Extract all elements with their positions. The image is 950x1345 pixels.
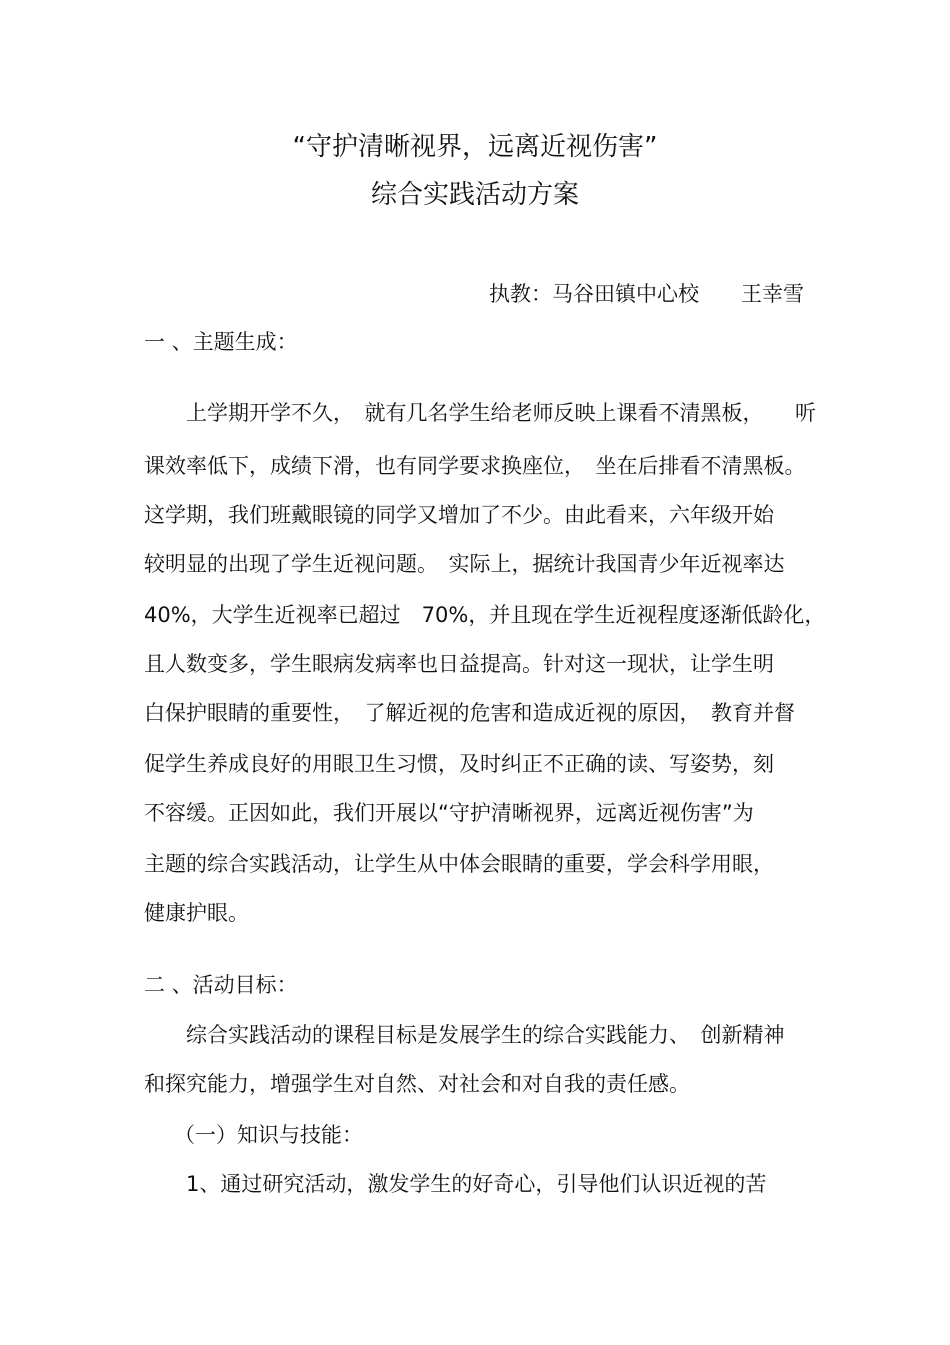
list-item: 1、通过研究活动，激发学生的好奇心，引导他们认识近视的苦 — [186, 1172, 767, 1196]
paragraph-line: 且人数变多，学生眼病发病率也日益提高。针对这一现状，让学生明 — [144, 652, 774, 676]
author-line: 执教：马谷田镇中心校 王幸雪 — [489, 282, 804, 306]
paragraph-line: 较明显的出现了学生近视问题。 实际上，据统计我国青少年近视率达 — [144, 552, 785, 576]
paragraph-line: 40%，大学生近视率已超过 70%，并且现在学生近视程度逐渐低龄化， — [144, 603, 826, 627]
document-title-line2: 综合实践活动方案 — [370, 180, 579, 210]
section1-heading: 一 、主题生成： — [144, 330, 298, 354]
paragraph-line: 白保护眼睛的重要性， 了解近视的危害和造成近视的原因， 教育并督 — [144, 701, 795, 725]
paragraph-line: 促学生养成良好的用眼卫生习惯，及时纠正不正确的读、写姿势，刻 — [144, 752, 774, 776]
subsection1-heading: （一）知识与技能： — [174, 1123, 363, 1147]
paragraph-line: 和探究能力，增强学生对自然、对社会和对自我的责任感。 — [144, 1072, 690, 1096]
paragraph-line: 这学期，我们班戴眼镜的同学又增加了不少。由此看来，六年级开始 — [144, 503, 774, 527]
paragraph-line: 上学期开学不久， 就有几名学生给老师反映上课看不清黑板， 听 — [186, 401, 816, 425]
document-title-line1: “守护清晰视界，远离近视伤害” — [292, 132, 658, 162]
paragraph-line: 健康护眼。 — [144, 901, 249, 925]
paragraph-line: 综合实践活动的课程目标是发展学生的综合实践能力、 创新精神 — [186, 1023, 785, 1047]
paragraph-line: 不容缓。正因如此，我们开展以“守护清晰视界，远离近视伤害”为 — [144, 801, 754, 825]
section2-heading: 二 、活动目标： — [144, 973, 298, 997]
paragraph-line: 课效率低下，成绩下滑，也有同学要求换座位， 坐在后排看不清黑板。 — [144, 454, 806, 478]
paragraph-line: 主题的综合实践活动，让学生从中体会眼睛的重要，学会科学用眼， — [144, 852, 774, 876]
